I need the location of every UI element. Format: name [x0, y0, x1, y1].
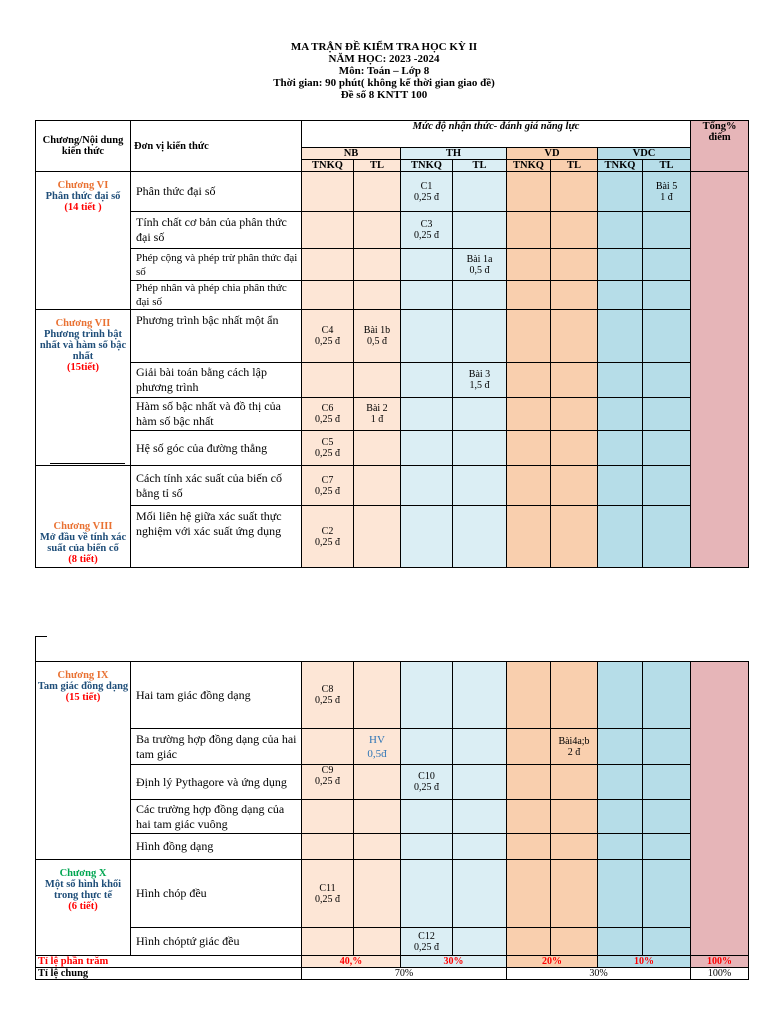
chapter-topic: Tam giác đồng dạng: [37, 681, 129, 692]
unit-name: Định lý Pythagore và ứng dụng: [131, 765, 302, 800]
chapter-hours: (8 tiết): [68, 554, 98, 565]
chapter-name: Chương VIII: [53, 521, 113, 532]
matrix-cell: C9 0,25 đ: [302, 765, 354, 800]
chapter-9: [36, 662, 131, 860]
unit-name: Cách tính xác suất của biến cố bằng tỉ số: [131, 466, 302, 506]
pct-vd: 20%: [507, 956, 598, 968]
pct-nb: 40,%: [302, 956, 401, 968]
chapter-name: Chương VI: [57, 180, 109, 191]
header-unit: Đơn vị kiến thức: [131, 121, 302, 172]
header-th-tnkq: TNKQ: [401, 160, 453, 172]
unit-name: Hai tam giác đồng dạng: [131, 662, 302, 729]
chapter-hours: (6 tiết): [68, 901, 98, 912]
matrix-table-bottom: [35, 661, 749, 980]
pct-vdc: 10%: [598, 956, 691, 968]
chapter-name: Chương IX: [57, 670, 109, 681]
chapter-name: Chương VII: [55, 318, 111, 329]
header-vd-tnkq: TNKQ: [507, 160, 551, 172]
chapter-7: [36, 310, 131, 466]
header-nb: NB: [302, 148, 401, 160]
overall-b: 30%: [507, 968, 691, 980]
unit-name: Hàm số bậc nhất và đồ thị của hàm số bậc nhất: [131, 398, 302, 431]
matrix-cell: Bài4a;b 2 đ: [551, 729, 598, 765]
pct-label: Tỉ lệ phần trăm: [36, 956, 302, 968]
matrix-cell: HV 0,5đ: [354, 729, 401, 765]
divider: [50, 463, 125, 464]
subject: Môn: Toán – Lớp 8: [338, 65, 430, 77]
header-th: TH: [401, 148, 507, 160]
pct-total: 100%: [691, 956, 749, 968]
header-nb-tnkq: TNKQ: [302, 160, 354, 172]
unit-name: Các trường hợp đồng dạng của hai tam giác vuông: [131, 800, 302, 834]
matrix-cell: C11 0,25 đ: [302, 860, 354, 928]
header-vdc-tnkq: TNKQ: [598, 160, 643, 172]
matrix-cell: C8 0,25 đ: [302, 662, 354, 729]
overall-a: 70%: [302, 968, 507, 980]
doc-title: MA TRẬN ĐỀ KIỂM TRA HỌC KỲ II: [290, 41, 478, 53]
unit-name: Hình chóp đều: [131, 860, 302, 928]
matrix-cell: C10 0,25 đ: [401, 765, 453, 800]
chapter-6: [36, 172, 131, 310]
header-vdc-tl: TL: [643, 160, 691, 172]
matrix-table-top: [35, 120, 749, 568]
matrix-cell: C7 0,25 đ: [302, 466, 354, 506]
matrix-cell: Bài 3 1,5 đ: [453, 363, 507, 398]
exam-code: Đề số 8 KNTT 100: [340, 89, 428, 101]
header-chapter: Chương/Nội dung kiến thức: [36, 121, 131, 172]
matrix-cell: C2 0,25 đ: [302, 506, 354, 568]
overall-label: Tỉ lệ chung: [36, 968, 302, 980]
header-nb-tl: TL: [354, 160, 401, 172]
unit-name: Hình chóptứ giác đều: [131, 928, 302, 956]
matrix-cell: Bài 5 1 đ: [643, 172, 691, 212]
unit-name: Hình đồng dạng: [131, 834, 302, 860]
exam-time: Thời gian: 90 phút( không kể thời gian giao đề): [273, 77, 495, 89]
matrix-cell: C1 0,25 đ: [401, 172, 453, 212]
chapter-name: Chương X: [59, 868, 107, 879]
chapter-topic: Phương trình bật nhất và hàm số bậc nhất: [39, 329, 127, 362]
matrix-cell: C6 0,25 đ: [302, 398, 354, 431]
pct-th: 30%: [401, 956, 507, 968]
matrix-cell: Bài 2 1 đ: [354, 398, 401, 431]
matrix-cell: C12 0,25 đ: [401, 928, 453, 956]
chapter-10: [36, 860, 131, 956]
unit-name: Phương trình bậc nhất một ẩn: [131, 310, 302, 363]
unit-name: Mối liên hệ giữa xác suất thực nghiệm với xác suất ứng dụng: [131, 506, 302, 568]
chapter-hours: (14 tiết ): [64, 202, 102, 213]
unit-name: Hệ số góc của đường thẳng: [131, 431, 302, 466]
matrix-cell: Bài 1b 0,5 đ: [354, 310, 401, 363]
chapter-hours: (15tiết): [66, 362, 100, 373]
unit-name: Phân thức đại số: [131, 172, 302, 212]
unit-name: Giải bài toán bằng cách lập phương trình: [131, 363, 302, 398]
matrix-cell: C4 0,25 đ: [302, 310, 354, 363]
chapter-topic: Phân thức đại số: [45, 191, 121, 202]
unit-name: Phép cộng và phép trừ phân thức đại số: [131, 249, 302, 281]
header-vd-tl: TL: [551, 160, 598, 172]
unit-name: Tính chất cơ bản của phân thức đại số: [131, 212, 302, 249]
header-level: Mức độ nhận thức- đánh giá năng lực: [302, 121, 691, 148]
unit-name: Ba trường hợp đồng dạng của hai tam giác: [131, 729, 302, 765]
chapter-topic: Mở đầu về tính xác suất của biến cố: [39, 532, 127, 554]
header-th-tl: TL: [453, 160, 507, 172]
chapter-8: [36, 466, 131, 568]
overall-total: 100%: [691, 968, 749, 980]
table-corner-mark: [35, 636, 36, 661]
school-year: NĂM HỌC: 2023 -2024: [328, 53, 440, 65]
matrix-cell: C5 0,25 đ: [302, 431, 354, 466]
matrix-cell: C3 0,25 đ: [401, 212, 453, 249]
header-vdc: VDC: [598, 148, 691, 160]
unit-name: Phép nhân và phép chia phân thức đại số: [131, 281, 302, 310]
chapter-hours: (15 tiết): [65, 692, 101, 703]
matrix-cell: Bài 1a 0,5 đ: [453, 249, 507, 281]
header-vd: VD: [507, 148, 598, 160]
table-corner-mark: [35, 636, 47, 637]
header-total: Tổng% điểm: [691, 121, 749, 172]
chapter-topic: Một số hình khối trong thực tế: [44, 879, 122, 901]
